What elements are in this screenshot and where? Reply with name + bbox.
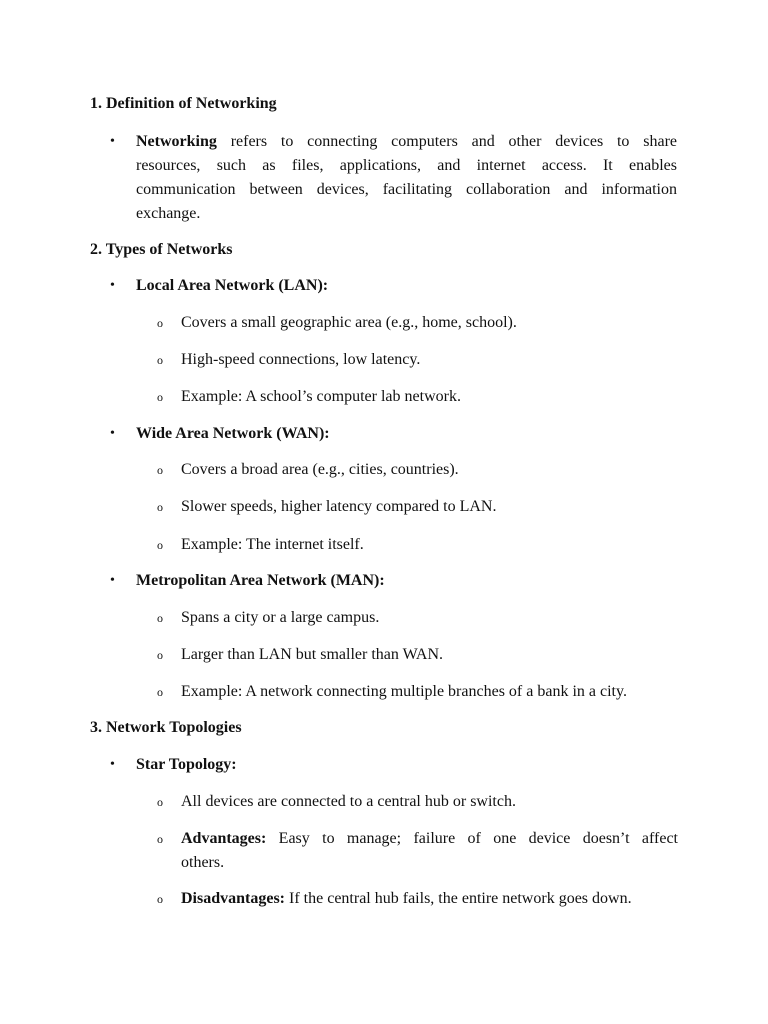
sub-item: o Covers a broad area (e.g., cities, countries). [157, 458, 678, 482]
sub-item-advantages: o Advantages: Easy to manage; failure of one device doesn’t affect others. [157, 827, 678, 875]
bullet-icon: • [110, 278, 115, 293]
star-topology-title: Star Topology: [136, 756, 237, 773]
section-heading-types: 2. Types of Networks [90, 241, 233, 258]
list-item-star-topology [110, 753, 678, 777]
circle-bullet-icon: o [157, 611, 163, 625]
sub-item: o Slower speeds, higher latency compared to LAN. [157, 495, 678, 519]
circle-bullet-icon: o [157, 316, 163, 330]
sub-item: o High-speed connections, low latency. [157, 348, 678, 372]
list-item-wan [110, 422, 678, 446]
man-title: Metropolitan Area Network (MAN): [136, 572, 385, 589]
advantages-label: Advantages: [181, 830, 267, 847]
sub-item: o Larger than LAN but smaller than WAN. [157, 643, 678, 667]
list-item-lan [110, 274, 678, 298]
sub-item: o Spans a city or a large campus. [157, 606, 678, 630]
bullet-icon: • [110, 757, 115, 772]
sub-item: o Example: A school’s computer lab network. [157, 385, 678, 409]
circle-bullet-icon: o [157, 538, 163, 552]
circle-bullet-icon: o [157, 463, 163, 477]
circle-bullet-icon: o [157, 832, 163, 846]
sub-item: o Example: The internet itself. [157, 533, 678, 557]
sub-item: o Covers a small geographic area (e.g., home, school). [157, 311, 678, 335]
circle-bullet-icon: o [157, 648, 163, 662]
sub-item: o All devices are connected to a central hub or switch. [157, 790, 678, 814]
definition-paragraph: Networking refers to connecting computers and other devices to share resources, such as files, applications, and internet access. It enables communication between devices, facilitating collaboration and information exchange. [136, 133, 677, 222]
bullet-icon: • [110, 134, 115, 149]
circle-bullet-icon: o [157, 795, 163, 809]
circle-bullet-icon: o [157, 390, 163, 404]
section-heading-topologies: 3. Network Topologies [90, 719, 242, 736]
list-item-man [110, 569, 678, 593]
wan-title: Wide Area Network (WAN): [136, 425, 330, 442]
bullet-icon: • [110, 573, 115, 588]
term-networking: Networking [136, 133, 217, 150]
lan-title: Local Area Network (LAN): [136, 277, 329, 294]
sub-item: o Example: A network connecting multiple branches of a bank in a city. [157, 680, 678, 704]
circle-bullet-icon: o [157, 892, 163, 906]
list-item-networking-definition [110, 130, 678, 226]
circle-bullet-icon: o [157, 500, 163, 514]
disadvantages-label: Disadvantages: [181, 890, 286, 907]
sub-item-disadvantages: o Disadvantages: If the central hub fails, the entire network goes down. [157, 887, 678, 911]
bullet-icon: • [110, 426, 115, 441]
circle-bullet-icon: o [157, 685, 163, 699]
section-heading-definition: 1. Definition of Networking [90, 95, 277, 112]
circle-bullet-icon: o [157, 353, 163, 367]
